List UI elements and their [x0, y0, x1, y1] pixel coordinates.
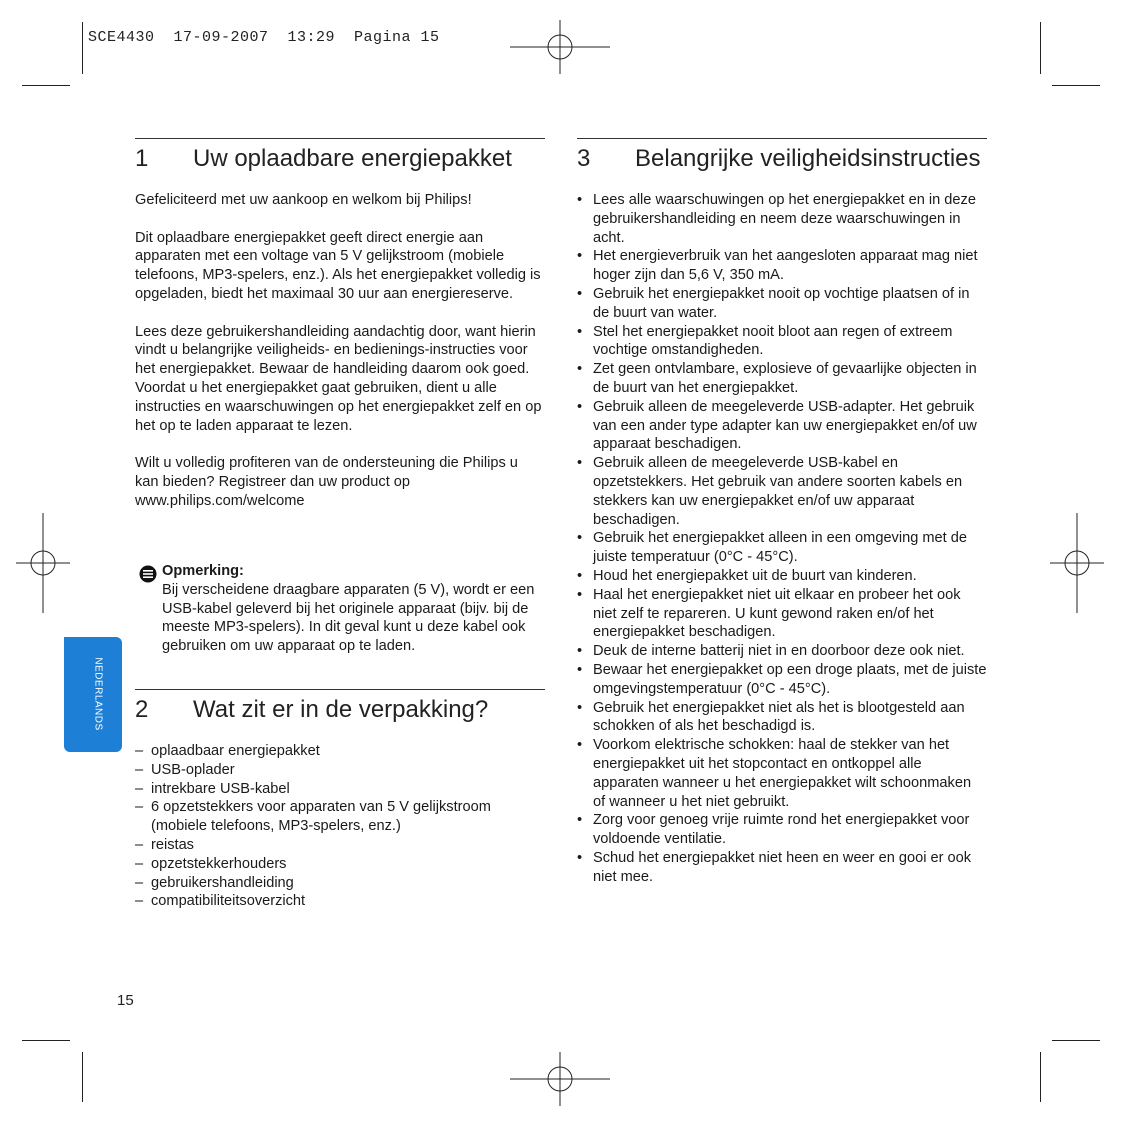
section-2	[135, 689, 545, 911]
registration-mark-icon	[1050, 513, 1104, 613]
paragraph: Dit oplaadbare energiepakket geeft direct energie aan apparaten met een voltage van 5 V gelijkstroom (mobiele telefoons, MP3-spelers, enz.). Als het energiepakket volledig is opgeladen, biedt het maximaal 30 uur aan energiereserve.	[135, 229, 541, 302]
list-item: – compatibiliteitsoverzicht	[135, 892, 545, 911]
package-contents-list	[135, 742, 545, 911]
section-3-heading	[577, 138, 987, 173]
paragraph: Gefeliciteerd met uw aankoop en welkom bij Philips!	[135, 192, 472, 208]
list-item: – 6 opzetstekkers voor apparaten van 5 V gelijkstroom (mobiele telefoons, MP3-spelers, enz.)	[135, 798, 545, 836]
list-item: • Haal het energiepakket niet uit elkaar en probeer het ook niet zelf te repareren. U kunt gewond raken en/of het energiepakket beschadigen.	[577, 586, 987, 642]
registration-mark-icon	[16, 513, 70, 613]
registration-mark-icon	[510, 1052, 610, 1106]
registration-mark-icon	[510, 20, 610, 74]
list-item: • Bewaar het energiepakket op een droge plaats, met de juiste omgevingstemperatuur (0°C - 45°C).	[577, 661, 987, 699]
note-block	[162, 562, 547, 656]
list-item: – oplaadbaar energiepakket	[135, 742, 545, 761]
section-1-heading	[135, 138, 545, 173]
section-number: 1	[135, 145, 149, 172]
crop-mark	[1052, 85, 1100, 86]
list-item: – intrekbare USB-kabel	[135, 780, 545, 799]
crop-mark	[1040, 1052, 1041, 1102]
list-item: • Lees alle waarschuwingen op het energiepakket en in deze gebruikershandleiding en neem deze waarschuwingen in acht.	[577, 191, 987, 247]
note-icon	[139, 565, 157, 583]
paragraph: Wilt u volledig profiteren van de ondersteuning die Philips u kan bieden? Registreer dan uw product op www.philips.com/welcome	[135, 455, 518, 509]
list-item: • Stel het energiepakket nooit bloot aan regen of extreem vochtige omstandigheden.	[577, 323, 987, 361]
crop-mark	[22, 1040, 70, 1041]
list-item: • Deuk de interne batterij niet in en doorboor deze ook niet.	[577, 642, 987, 661]
crop-mark	[1052, 1040, 1100, 1041]
crop-mark	[82, 22, 83, 74]
crop-mark	[82, 1052, 83, 1102]
section-title: Wat zit er in de verpakking?	[193, 696, 489, 723]
list-item: • Houd het energiepakket uit de buurt van kinderen.	[577, 567, 987, 586]
crop-mark	[22, 85, 70, 86]
print-slug: SCE4430 17-09-2007 13:29 Pagina 15	[88, 29, 440, 46]
list-item: • Gebruik het energiepakket niet als het is blootgesteld aan schokken of als het beschadigd is.	[577, 699, 987, 737]
list-item: • Gebruik het energiepakket alleen in een omgeving met de juiste temperatuur (0°C - 45°C).	[577, 529, 987, 567]
list-item: • Zet geen ontvlambare, explosieve of gevaarlijke objecten in de buurt van het energiepakket.	[577, 360, 987, 398]
language-label: NEDERLANDS	[92, 657, 104, 731]
crop-mark	[1040, 22, 1041, 74]
list-item: • Gebruik alleen de meegeleverde USB-kabel en opzetstekkers. Het gebruik van andere soorten kabels en stekkers kan uw energiepakket en/of uw apparaat beschadigen.	[577, 454, 987, 529]
section-title: Belangrijke veiligheidsinstructies	[635, 145, 981, 172]
safety-instructions-list	[577, 191, 987, 886]
language-tab	[64, 637, 122, 752]
list-item: • Gebruik alleen de meegeleverde USB-adapter. Het gebruik van een ander type adapter kan uw energiepakket en/of uw apparaat beschadigen.	[577, 398, 987, 454]
paragraph: Lees deze gebruikershandleiding aandachtig door, want hierin vindt u belangrijke veiligheids- en bedienings-instructies voor het energiepakket. Bewaar de handleiding daarom ook goed. Voordat u het energiepakket gaat gebruiken, dient u alle instructies en waarschuwingen op het energiepakket zelf en op het op te laden apparaat te lezen.	[135, 323, 542, 434]
section-title: Uw oplaadbare energiepakket	[193, 145, 512, 172]
list-item: • Zorg voor genoeg vrije ruimte rond het energiepakket voor voldoende ventilatie.	[577, 811, 987, 849]
list-item: – reistas	[135, 836, 545, 855]
note-text: Bij verscheidene draagbare apparaten (5 V), wordt er een USB-kabel geleverd bij het originele apparaat (bijv. bij de meeste MP3-spelers). In dit geval kunt u deze kabel ook gebruiken om uw apparaat op te laden.	[162, 581, 535, 655]
section-2-heading	[135, 689, 545, 724]
list-item: – gebruikershandleiding	[135, 874, 545, 893]
list-item: • Gebruik het energiepakket nooit op vochtige plaatsen of in de buurt van water.	[577, 285, 987, 323]
list-item: • Schud het energiepakket niet heen en weer en gooi er ook niet mee.	[577, 849, 987, 887]
section-3	[577, 138, 987, 886]
list-item: – USB-oplader	[135, 761, 545, 780]
note-title: Opmerking:	[162, 563, 244, 579]
page-number: 15	[117, 992, 134, 1009]
list-item: – opzetstekkerhouders	[135, 855, 545, 874]
section-1	[135, 138, 545, 529]
section-number: 3	[577, 145, 591, 172]
list-item: • Voorkom elektrische schokken: haal de stekker van het energiepakket uit het stopcontact en ontkoppel alle apparaten wanneer u het energiepakket wilt schoonmaken of wanneer u het niet gebruikt.	[577, 736, 987, 811]
section-number: 2	[135, 696, 149, 723]
list-item: • Het energieverbruik van het aangesloten apparaat mag niet hoger zijn dan 5,6 V, 350 mA.	[577, 247, 987, 285]
